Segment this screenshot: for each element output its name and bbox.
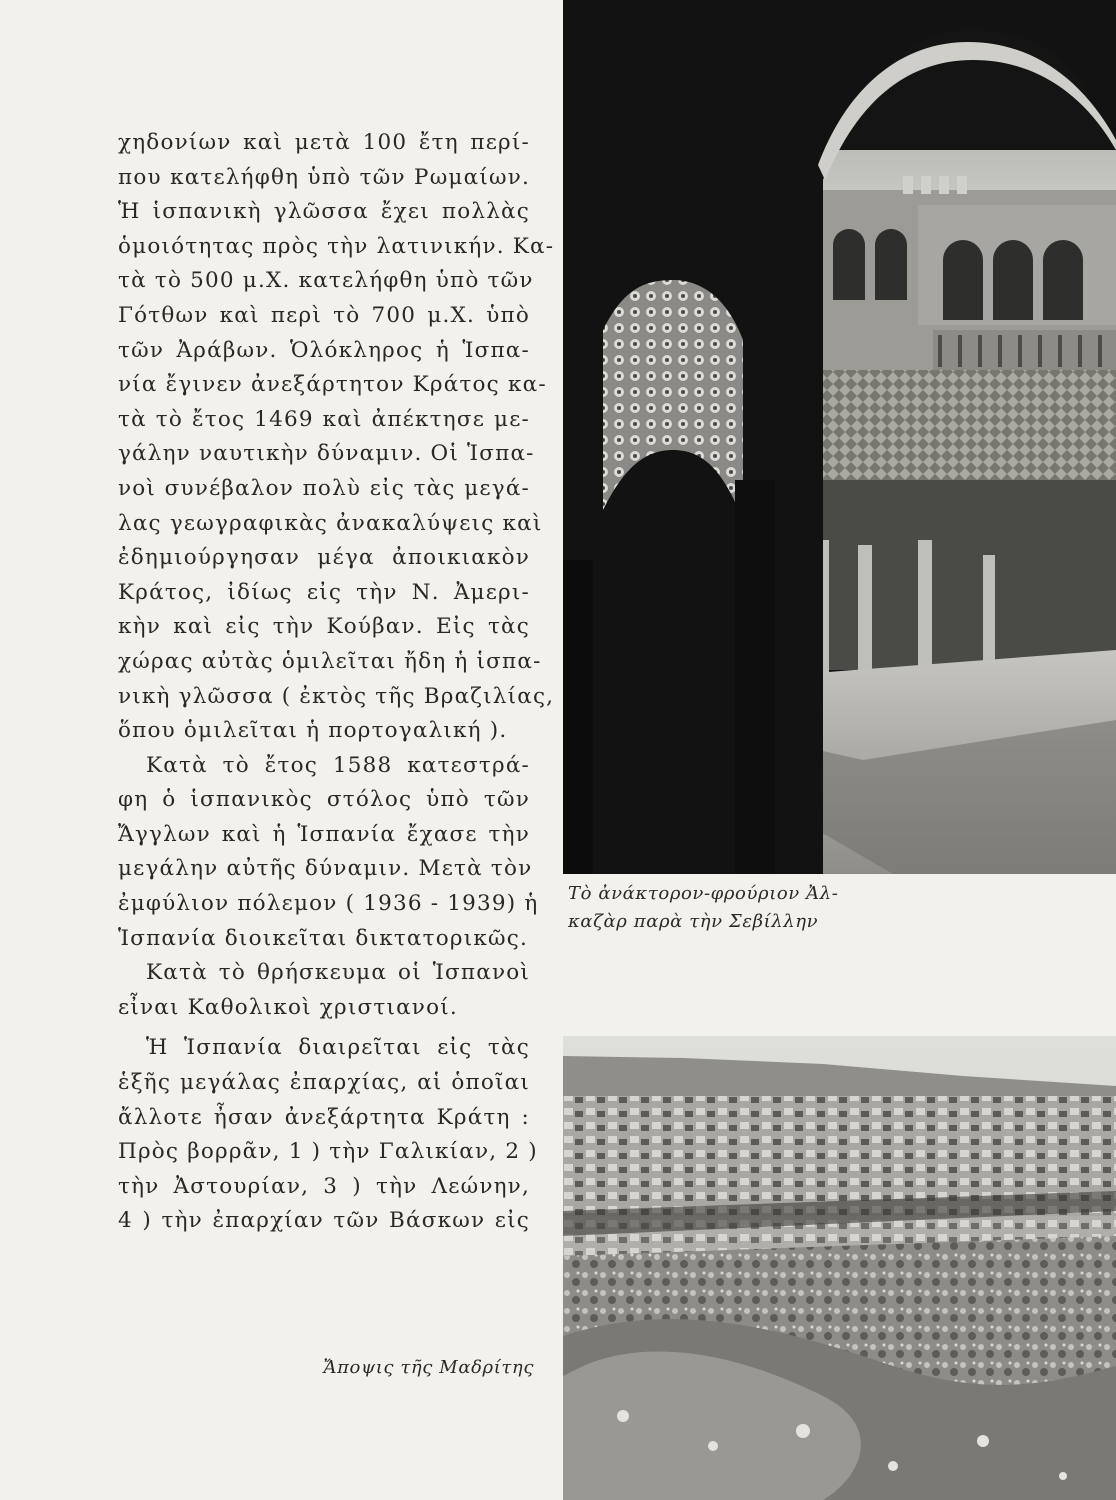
text-line: ὁμοιότητας πρὸς τὴν λατινικήν. Κα- xyxy=(118,233,555,259)
text-line: που κατελήφθη ὑπὸ τῶν Ρωμαίων. xyxy=(118,164,530,190)
alcazar-photo-caption xyxy=(568,880,858,936)
text-line: τὰ τὸ 500 μ.Χ. κατελήφθη ὑπὸ τῶν xyxy=(118,268,534,294)
text-line: ἑξῆς μεγάλας ἐπαρχίας, αἱ ὁποῖαι xyxy=(118,1070,530,1096)
caption-line: Τὸ ἀνάκτορον-φρούριον Ἀλ- xyxy=(568,883,839,904)
body-text-column xyxy=(118,126,555,1239)
madrid-photo-caption xyxy=(284,1354,534,1382)
text-line: ἄλλοτε ἦσαν ἀνεξάρτητα Κράτη : xyxy=(118,1104,530,1130)
text-line: τῶν Ἀράβων. Ὁλόκληρος ἡ Ἱσπα- xyxy=(118,337,530,363)
alcazar-photo xyxy=(563,0,1116,874)
madrid-view-photo xyxy=(563,1036,1116,1500)
text-line: γάλην ναυτικὴν δύναμιν. Οἱ Ἱσπα- xyxy=(118,441,535,467)
text-line: Κατὰ τὸ θρήσκευμα οἱ Ἱσπανοὶ xyxy=(146,960,530,986)
text-line: φη ὁ ἱσπανικὸς στόλος ὑπὸ τῶν xyxy=(118,787,530,813)
text-line: εἶναι Καθολικοὶ χριστιανοί. xyxy=(118,994,458,1020)
text-line: ὅπου ὁμιλεῖται ἡ πορτογαλική ). xyxy=(118,718,508,744)
text-line: Ἡ ἱσπανικὴ γλῶσσα ἔχει πολλὰς xyxy=(118,199,530,225)
text-line: Ἱσπανία διοικεῖται δικτατορικῶς. xyxy=(118,925,528,951)
text-line: νία ἔγινεν ἀνεξάρτητον Κράτος κα- xyxy=(118,372,547,398)
text-line: χηδονίων καὶ μετὰ 100 ἔτη περί- xyxy=(118,130,530,155)
text-line: ἐμφύλιον πόλεμον ( 1936 - 1939) ἡ xyxy=(118,891,539,917)
text-line: ἐδημιούργησαν μέγα ἀποικιακὸν xyxy=(118,545,530,571)
caption-line: Ἄποψις τῆς Μαδρίτης xyxy=(323,1357,534,1378)
text-line: τὰ τὸ ἔτος 1469 καὶ ἀπέκτησε με- xyxy=(118,406,530,432)
text-line: τὴν Ἀστουρίαν, 3 ) τὴν Λεώνην, xyxy=(118,1173,530,1199)
text-line: λας γεωγραφικὰς ἀνακαλύψεις καὶ xyxy=(118,510,543,536)
text-line: Κατὰ τὸ ἔτος 1588 κατεστρά- xyxy=(146,752,530,778)
text-line: Ἄγγλων καὶ ἡ Ἱσπανία ἔχασε τὴν xyxy=(118,821,530,847)
text-line: Γότθων καὶ περὶ τὸ 700 μ.Χ. ὑπὸ xyxy=(118,302,530,328)
caption-line: καζὰρ παρὰ τὴν Σεβίλλην xyxy=(568,911,819,932)
text-line: Κράτος, ἰδίως εἰς τὴν Ν. Ἀμερι- xyxy=(118,579,530,605)
text-line: Ἡ Ἱσπανία διαιρεῖται εἰς τὰς xyxy=(146,1035,530,1061)
text-line: μεγάλην αὐτῆς δύναμιν. Μετὰ τὸν xyxy=(118,856,533,882)
text-line: χώρας αὐτὰς ὁμιλεῖται ἤδη ἡ ἱσπα- xyxy=(118,648,542,674)
text-line: νικὴ γλῶσσα ( ἐκτὸς τῆς Βραζιλίας, xyxy=(118,683,555,709)
text-line: Πρὸς βορρᾶν, 1 ) τὴν Γαλικίαν, 2 ) xyxy=(118,1139,538,1165)
text-line: 4 ) τὴν ἐπαρχίαν τῶν Βάσκων εἰς xyxy=(118,1208,530,1234)
text-line: νοὶ συνέβαλον πολὺ εἰς τὰς μεγά- xyxy=(118,475,530,501)
text-line: κὴν καὶ εἰς τὴν Κούβαν. Εἰς τὰς xyxy=(118,614,530,640)
